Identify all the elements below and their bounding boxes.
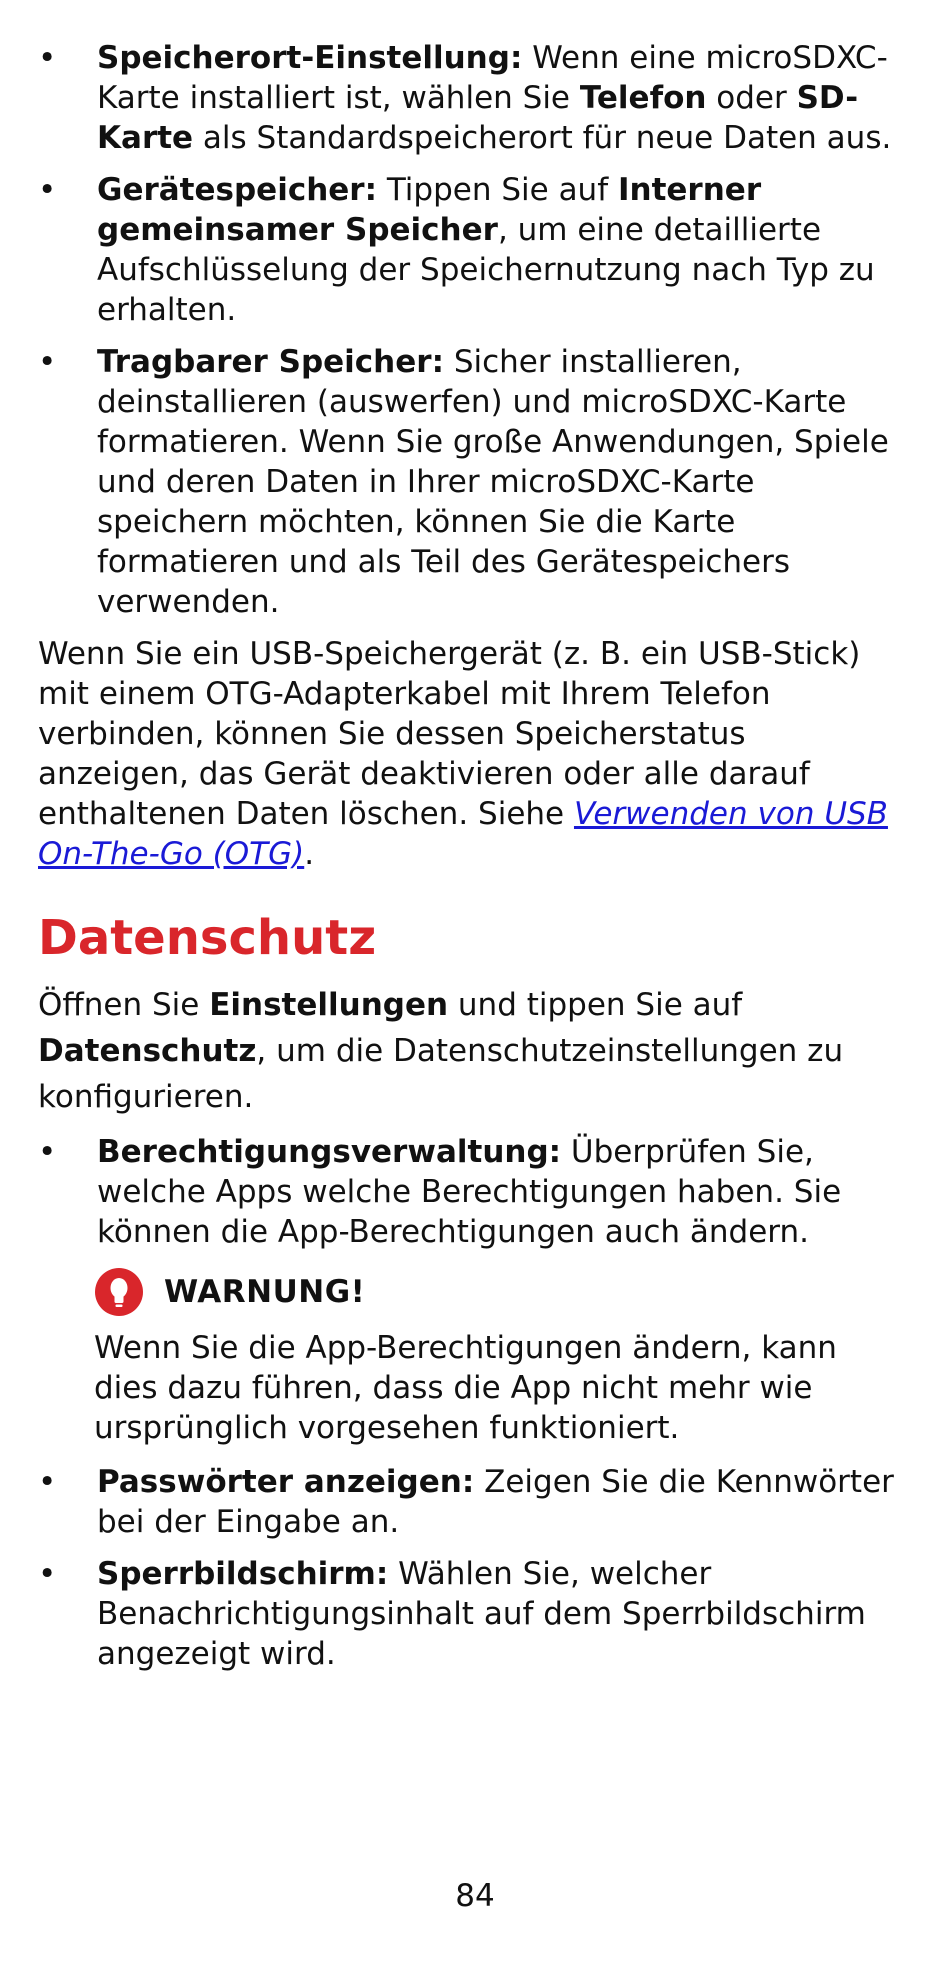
term-speicherort: Speicherort-Einstellung: [97, 40, 523, 76]
warning-title: WARNUNG! [164, 1274, 366, 1310]
page-content [38, 38, 898, 1686]
term-passwoerter-anzeigen: Passwörter anzeigen: [97, 1464, 475, 1500]
list-item-speicherort: • Speicherort-Einstellung: Wenn eine microSDXC-Karte installiert ist, wählen Sie Telefon oder SD-Karte als Standardspeicherort für neue Daten aus. [38, 40, 892, 156]
bullet-dot: • [38, 344, 57, 380]
term-tragbarer-speicher: Tragbarer Speicher: [97, 344, 444, 380]
otg-link[interactable]: Verwenden von USB On-The-Go (OTG) [38, 796, 888, 872]
warning-box [94, 1264, 898, 1448]
list-item-berechtigungsverwaltung: • Berechtigungsverwaltung: Überprüfen Sie, welche Apps welche Berechtigungen haben. Sie können die App-Berechtigungen auch ändern. [38, 1134, 842, 1250]
list-item-geraetespeicher: • Gerätespeicher: Tippen Sie auf Interner gemeinsamer Speicher, um eine detaillierte Aufschlüsselung der Speichernutzung nach Typ zu erhalten. [38, 172, 875, 328]
storage-settings-list [38, 38, 898, 622]
bullet-dot: • [38, 1556, 57, 1592]
warning-header [126, 1264, 898, 1320]
term-geraetespeicher: Gerätespeicher: [97, 172, 377, 208]
list-item-passwoerter-anzeigen: • Passwörter anzeigen: Zeigen Sie die Kennwörter bei der Eingabe an. [38, 1464, 894, 1540]
bullet-dot: • [38, 1464, 57, 1500]
bullet-dot: • [38, 172, 57, 208]
usb-paragraph: Wenn Sie ein USB-Speichergerät (z. B. ein USB-Stick) mit einem OTG-Adapterkabel mit Ihrem Telefon verbinden, können Sie dessen Speicherstatus anzeigen, das Gerät deaktivieren oder alle darauf enthaltenen Daten löschen. Siehe Verwenden von USB On-The-Go (OTG). [38, 636, 888, 872]
privacy-list-continued [38, 1462, 898, 1674]
term-berechtigungsverwaltung: Berechtigungsverwaltung: [97, 1134, 562, 1170]
term-sperrbildschirm: Sperrbildschirm: [97, 1556, 389, 1592]
bullet-dot: • [38, 40, 57, 76]
privacy-intro: Öffnen Sie Einstellungen und tippen Sie auf Datenschutz, um die Datenschutzeinstellungen zu konfigurieren. [38, 987, 844, 1115]
warning-bulb-icon [94, 1267, 144, 1317]
warning-text: Wenn Sie die App-Berechtigungen ändern, kann dies dazu führen, dass die App nicht mehr wie ursprünglich vorgesehen funktioniert. [94, 1330, 837, 1446]
bullet-dot: • [38, 1134, 57, 1170]
list-item-sperrbildschirm: • Sperrbildschirm: Wählen Sie, welcher Benachrichtigungsinhalt auf dem Sperrbildschirm angezeigt wird. [38, 1556, 866, 1672]
section-heading-datenschutz: Datenschutz [38, 910, 377, 966]
list-item-tragbarer-speicher: • Tragbarer Speicher: Sicher installieren, deinstallieren (auswerfen) und microSDXC-Karte formatieren. Wenn Sie große Anwendungen, Spiele und deren Daten in Ihrer microSDXC-Karte speichern möchten, können Sie die Karte formatieren und als Teil des Gerätespeichers verwenden. [38, 344, 889, 620]
privacy-list [38, 1132, 898, 1252]
page-number: 84 [455, 1878, 495, 1914]
